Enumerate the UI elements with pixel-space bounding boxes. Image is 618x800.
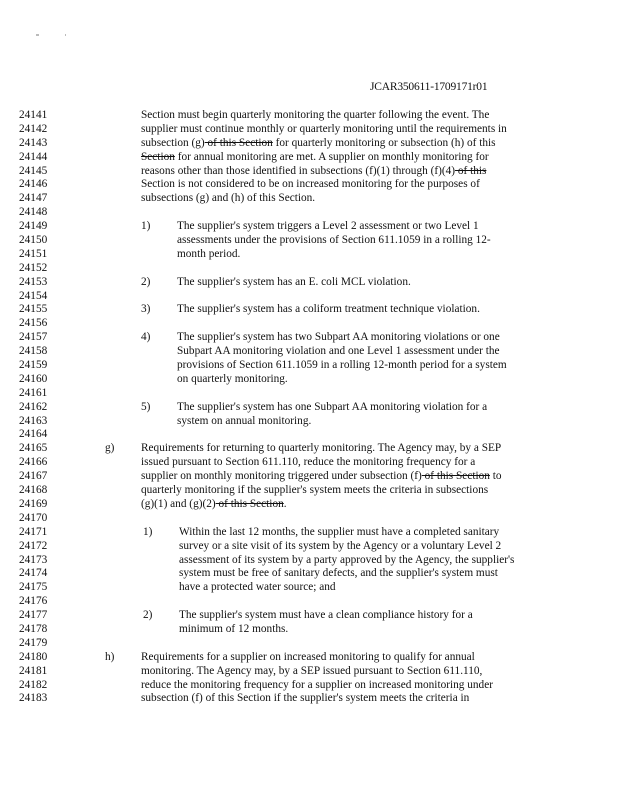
line-text bbox=[177, 234, 491, 248]
line-number: 24170 bbox=[19, 511, 48, 524]
subsection-label: 2) bbox=[143, 609, 153, 622]
document-line bbox=[0, 637, 618, 651]
document-body bbox=[0, 109, 618, 706]
document-line bbox=[0, 470, 618, 484]
document-line bbox=[0, 303, 618, 317]
line-number: 24177 bbox=[19, 609, 48, 622]
text-segment: monitoring. The Agency may, by a SEP issued pursuant to Section 611.110, bbox=[141, 664, 483, 677]
document-line bbox=[0, 234, 618, 248]
text-segment: The supplier's system has a coliform treatment technique violation. bbox=[177, 303, 480, 316]
line-text bbox=[179, 554, 514, 568]
text-segment: The supplier's system must have a clean compliance history for a bbox=[179, 609, 473, 622]
line-number: 24183 bbox=[19, 692, 48, 705]
line-text bbox=[177, 248, 240, 262]
line-text bbox=[179, 623, 288, 637]
line-number: 24166 bbox=[19, 456, 48, 469]
line-number: 24182 bbox=[19, 678, 48, 691]
struck-text: of this Section bbox=[204, 136, 273, 149]
line-number: 24147 bbox=[19, 192, 48, 205]
subsection-label: h) bbox=[105, 650, 115, 663]
text-segment: quarterly monitoring if the supplier's system meets the criteria in subsections bbox=[141, 484, 489, 497]
line-number: 24155 bbox=[19, 303, 48, 316]
text-segment: supplier on monthly monitoring triggered under subsection (f) bbox=[141, 470, 422, 483]
text-segment: Requirements for returning to quarterly monitoring. The Agency may, by a SEP bbox=[141, 442, 502, 455]
line-number: 24160 bbox=[19, 372, 48, 385]
document-line bbox=[0, 651, 618, 665]
line-number: 24172 bbox=[19, 539, 48, 552]
text-segment: provisions of Section 611.1059 in a rolling 12-month period for a system bbox=[177, 359, 507, 372]
line-text bbox=[141, 484, 488, 498]
line-number: 24179 bbox=[19, 636, 48, 649]
line-number: 24144 bbox=[19, 150, 48, 163]
document-line bbox=[0, 526, 618, 540]
line-text bbox=[141, 692, 469, 706]
text-segment: month period. bbox=[177, 247, 241, 260]
text-segment: have a protected water source; and bbox=[179, 581, 336, 594]
line-number: 24148 bbox=[19, 206, 48, 219]
text-segment: The supplier's system has one Subpart AA monitoring violation for a bbox=[177, 400, 488, 413]
line-number: 24154 bbox=[19, 289, 48, 302]
document-line bbox=[0, 220, 618, 234]
line-number: 24168 bbox=[19, 484, 48, 497]
line-number: 24164 bbox=[19, 428, 48, 441]
text-segment: reasons other than those identified in subsections (f)(1) through (f)(4) bbox=[141, 164, 456, 177]
text-segment: system must be free of sanitary defects, and the supplier's system must bbox=[179, 567, 498, 580]
line-text bbox=[141, 470, 502, 484]
line-number: 24149 bbox=[19, 220, 48, 233]
document-line bbox=[0, 442, 618, 456]
document-line bbox=[0, 137, 618, 151]
line-text bbox=[177, 359, 507, 373]
subsection-label: 4) bbox=[141, 331, 151, 344]
document-line bbox=[0, 623, 618, 637]
line-text bbox=[141, 151, 489, 165]
document-line bbox=[0, 206, 618, 220]
line-number: 24156 bbox=[19, 317, 48, 330]
line-text bbox=[141, 165, 486, 179]
line-number: 24141 bbox=[19, 109, 48, 121]
text-segment: reduce the monitoring frequency for a supplier on increased monitoring under bbox=[141, 678, 493, 691]
document-line bbox=[0, 581, 618, 595]
line-text bbox=[177, 331, 500, 345]
struck-text: of this Section bbox=[215, 497, 284, 510]
scan-speck bbox=[65, 34, 66, 36]
line-text bbox=[141, 109, 489, 123]
line-number: 24162 bbox=[19, 400, 48, 413]
document-line bbox=[0, 456, 618, 470]
text-segment: assessment of its system by a party approved by the Agency, the supplier's bbox=[179, 553, 515, 566]
document-line bbox=[0, 609, 618, 623]
struck-text: of this bbox=[455, 164, 487, 177]
line-number: 24174 bbox=[19, 567, 48, 580]
text-segment: (g)(1) and (g)(2) bbox=[141, 497, 216, 510]
document-line bbox=[0, 415, 618, 429]
line-number: 24142 bbox=[19, 122, 48, 135]
document-line bbox=[0, 178, 618, 192]
text-segment: minimum of 12 months. bbox=[179, 622, 289, 635]
struck-text: Section bbox=[141, 150, 175, 163]
line-text bbox=[177, 373, 288, 387]
document-line bbox=[0, 595, 618, 609]
document-line bbox=[0, 262, 618, 276]
text-segment: The supplier's system has two Subpart AA monitoring violations or one bbox=[177, 331, 500, 344]
document-line bbox=[0, 554, 618, 568]
text-segment: Requirements for a supplier on increased monitoring to qualify for annual bbox=[141, 650, 475, 663]
line-text bbox=[179, 540, 501, 554]
text-segment: system on annual monitoring. bbox=[177, 414, 312, 427]
line-number: 24165 bbox=[19, 442, 48, 455]
line-text bbox=[179, 526, 499, 540]
line-number: 24146 bbox=[19, 178, 48, 191]
text-segment: for annual monitoring are met. A supplier on monthly monitoring for bbox=[174, 150, 489, 163]
struck-text: of this Section bbox=[421, 470, 490, 483]
line-number: 24169 bbox=[19, 497, 48, 510]
text-segment: Within the last 12 months, the supplier must have a completed sanitary bbox=[179, 525, 500, 538]
document-line bbox=[0, 567, 618, 581]
text-segment: Section must begin quarterly monitoring the quarter following the event. The bbox=[141, 109, 490, 121]
document-line bbox=[0, 512, 618, 526]
line-text bbox=[179, 567, 498, 581]
line-text bbox=[141, 665, 482, 679]
line-number: 24171 bbox=[19, 525, 48, 538]
text-segment: The supplier's system triggers a Level 2 assessment or two Level 1 bbox=[177, 220, 479, 233]
text-segment: subsections (g) and (h) of this Section. bbox=[141, 192, 316, 205]
line-number: 24152 bbox=[19, 261, 48, 274]
line-text bbox=[177, 415, 311, 429]
line-text bbox=[141, 498, 287, 512]
line-number: 24158 bbox=[19, 345, 48, 358]
text-segment: on quarterly monitoring. bbox=[177, 372, 288, 385]
subsection-label: 3) bbox=[141, 303, 151, 316]
line-number: 24159 bbox=[19, 359, 48, 372]
text-segment: . bbox=[283, 497, 287, 510]
text-segment: to bbox=[489, 470, 502, 483]
document-line bbox=[0, 373, 618, 387]
document-line bbox=[0, 692, 618, 706]
document-line bbox=[0, 498, 618, 512]
line-number: 24157 bbox=[19, 331, 48, 344]
document-line bbox=[0, 401, 618, 415]
line-number: 24163 bbox=[19, 414, 48, 427]
document-line bbox=[0, 123, 618, 137]
line-number: 24178 bbox=[19, 622, 48, 635]
line-number: 24176 bbox=[19, 595, 48, 608]
text-segment: issued pursuant to Section 611.110, reduce the monitoring frequency for a bbox=[141, 456, 476, 469]
document-id: JCAR350611-1709171r01 bbox=[370, 81, 488, 93]
line-number: 24151 bbox=[19, 247, 48, 260]
subsection-label: 1) bbox=[141, 220, 151, 233]
scan-speck bbox=[36, 34, 39, 36]
document-line bbox=[0, 165, 618, 179]
text-segment: assessments under the provisions of Section 611.1059 in a rolling 12- bbox=[177, 234, 491, 247]
line-text bbox=[141, 442, 501, 456]
document-line bbox=[0, 151, 618, 165]
line-number: 24180 bbox=[19, 650, 48, 663]
line-number: 24161 bbox=[19, 386, 48, 399]
line-number: 24150 bbox=[19, 234, 48, 247]
line-text bbox=[141, 651, 475, 665]
line-number: 24181 bbox=[19, 664, 48, 677]
subsection-label: 5) bbox=[141, 400, 151, 413]
line-text bbox=[177, 303, 480, 317]
line-text bbox=[177, 401, 487, 415]
line-text bbox=[141, 178, 480, 192]
line-number: 24153 bbox=[19, 275, 48, 288]
document-line bbox=[0, 387, 618, 401]
document-line bbox=[0, 248, 618, 262]
document-line bbox=[0, 276, 618, 290]
document-line bbox=[0, 317, 618, 331]
line-text bbox=[141, 137, 496, 151]
document-line bbox=[0, 679, 618, 693]
text-segment: Section is not considered to be on increased monitoring for the purposes of bbox=[141, 178, 480, 191]
text-segment: subsection (f) of this Section if the supplier's system meets the criteria in bbox=[141, 692, 470, 705]
line-text bbox=[177, 345, 500, 359]
text-segment: supplier must continue monthly or quarterly monitoring until the requirements in bbox=[141, 122, 507, 135]
document-line bbox=[0, 540, 618, 554]
document-line bbox=[0, 359, 618, 373]
line-number: 24143 bbox=[19, 136, 48, 149]
line-text bbox=[179, 581, 336, 595]
document-line bbox=[0, 484, 618, 498]
subsection-label: 1) bbox=[143, 525, 153, 538]
line-text bbox=[141, 123, 507, 137]
document-line bbox=[0, 665, 618, 679]
document-line bbox=[0, 331, 618, 345]
text-segment: for quarterly monitoring or subsection (h) of this bbox=[272, 136, 496, 149]
document-line bbox=[0, 192, 618, 206]
line-text bbox=[141, 679, 493, 693]
document-line bbox=[0, 428, 618, 442]
subsection-label: g) bbox=[105, 442, 115, 455]
line-number: 24175 bbox=[19, 581, 48, 594]
text-segment: The supplier's system has an E. coli MCL violation. bbox=[177, 275, 411, 288]
line-text bbox=[141, 456, 475, 470]
line-number: 24145 bbox=[19, 164, 48, 177]
line-text bbox=[179, 609, 473, 623]
text-segment: subsection (g) bbox=[141, 136, 205, 149]
line-text bbox=[177, 220, 479, 234]
document-line bbox=[0, 345, 618, 359]
line-number: 24167 bbox=[19, 470, 48, 483]
subsection-label: 2) bbox=[141, 275, 151, 288]
line-text bbox=[141, 192, 315, 206]
document-line bbox=[0, 109, 618, 123]
text-segment: Subpart AA monitoring violation and one Level 1 assessment under the bbox=[177, 345, 500, 358]
line-text bbox=[177, 276, 411, 290]
line-number: 24173 bbox=[19, 553, 48, 566]
document-line bbox=[0, 290, 618, 304]
text-segment: survey or a site visit of its system by the Agency or a voluntary Level 2 bbox=[179, 539, 502, 552]
